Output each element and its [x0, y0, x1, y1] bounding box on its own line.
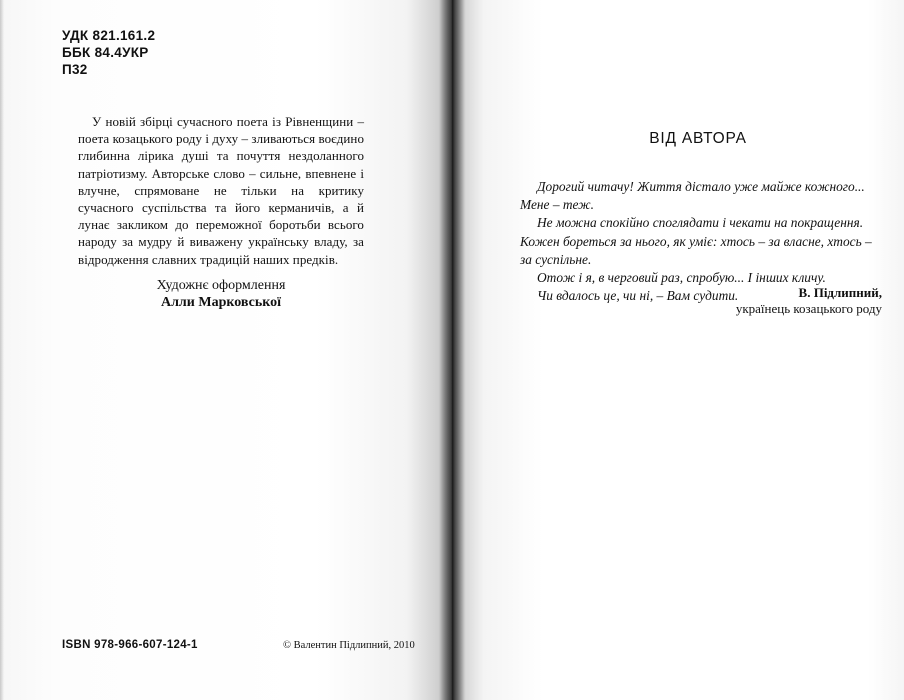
- udk-code: УДК 821.161.2: [62, 28, 156, 43]
- classification-codes: [62, 27, 155, 78]
- bbk-code: ББК 84.4УКР: [62, 45, 149, 60]
- author-name: В. Підлипний,: [798, 285, 882, 300]
- book-annotation: У новій збірці сучасного поета із Рівненщини – поета козацького роду і духу – зливаються воєдино глибинна лірика душі та почуття нездоланного патріотизму. Авторське слово – сильне, впевнене і влучне, спрямоване не тільки на критику сучасного суспільства та його керманичів, а й лунає закликом до переможної боротьби всього народу за мудру й виважену українську владу, за відродження славних традицій наших предків.: [78, 114, 364, 267]
- designer-name: Алли Марковської: [160, 295, 282, 310]
- isbn: ISBN 978-966-607-124-1: [62, 639, 198, 651]
- page-title: ВІД АВТОРА: [649, 130, 747, 147]
- right-page: [452, 0, 904, 700]
- design-credit-label: Художнє оформлення: [156, 278, 286, 293]
- author-signature: [662, 285, 882, 317]
- letter-line: Не можна спокійно споглядати і чекати на покращення.: [537, 215, 864, 231]
- letter-line: Кожен бореться за нього, як уміє: хтось – за власне, хтось –: [520, 233, 872, 249]
- letter-line: Мене – теж.: [520, 197, 594, 213]
- page-edge: [0, 0, 4, 700]
- design-credit: [78, 277, 364, 311]
- letter-line: Чи вдалось це, чи ні, – Вам судити.: [537, 288, 739, 304]
- author-descriptor: українець козацького роду: [735, 301, 882, 316]
- letter-line: Дорогий читачу! Життя дістало уже майже кожного...: [537, 179, 865, 194]
- letter-line: Отож і я, в черговий раз, спробую... І інших кличу.: [537, 270, 826, 286]
- book-spine: [440, 0, 464, 700]
- copyright: © Валентин Підлипний, 2010: [283, 640, 415, 651]
- author-mark: П32: [62, 62, 88, 77]
- letter-line: за суспільне.: [520, 251, 592, 267]
